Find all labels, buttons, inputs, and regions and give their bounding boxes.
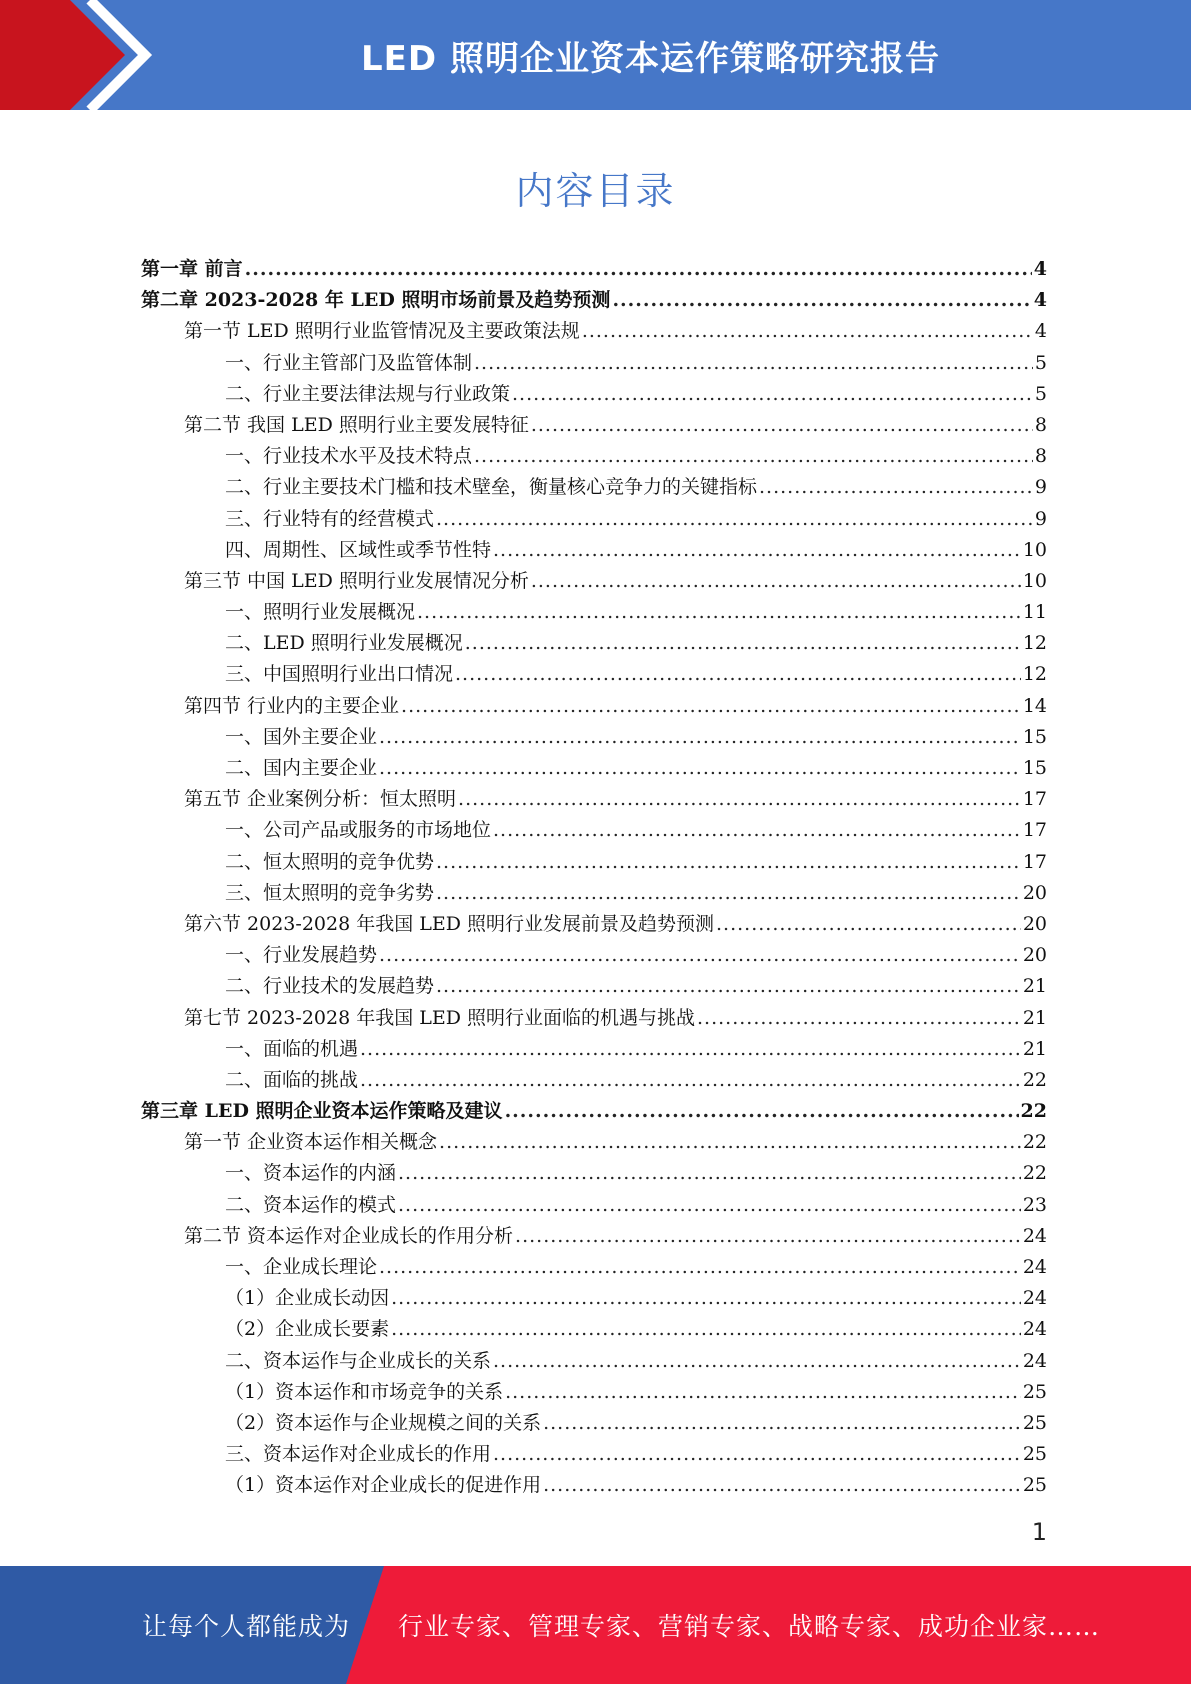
toc-entry-label: 一、企业成长理论 bbox=[225, 1256, 378, 1278]
toc-entry[interactable] bbox=[141, 1034, 1047, 1065]
toc-entry-page: 14 bbox=[1022, 694, 1047, 717]
toc-entry-page: 25 bbox=[1022, 1474, 1047, 1497]
toc-leader-dots bbox=[436, 847, 1021, 878]
toc-entry-page: 22 bbox=[1022, 1068, 1047, 1091]
toc-entry[interactable] bbox=[141, 254, 1047, 285]
toc-entry[interactable] bbox=[141, 815, 1047, 846]
toc-entry-label: 三、中国照明行业出口情况 bbox=[225, 663, 454, 686]
toc-leader-dots bbox=[398, 1190, 1021, 1221]
toc-entry[interactable] bbox=[141, 971, 1047, 1002]
toc-leader-dots bbox=[391, 1314, 1021, 1345]
toc-entry[interactable] bbox=[141, 784, 1047, 815]
toc-entry-label: 一、行业主管部门及监管体制 bbox=[225, 351, 473, 374]
toc-leader-dots bbox=[379, 1252, 1021, 1283]
toc-entry[interactable] bbox=[141, 753, 1047, 784]
toc-leader-dots bbox=[474, 441, 1033, 472]
toc-entry[interactable] bbox=[141, 1190, 1047, 1221]
toc-entry-label: （1）企业成长动因 bbox=[225, 1287, 390, 1310]
toc-entry[interactable] bbox=[141, 504, 1047, 535]
toc-leader-dots bbox=[493, 815, 1021, 846]
toc-entry-page: 23 bbox=[1022, 1193, 1047, 1216]
toc-entry[interactable] bbox=[141, 1346, 1047, 1377]
toc-entry-page: 4 bbox=[1034, 320, 1047, 343]
toc-entry[interactable] bbox=[141, 1158, 1047, 1189]
toc-leader-dots bbox=[436, 878, 1021, 909]
toc-entry-label: 二、行业主要技术门槛和技术壁垒，衡量核心竞争力的关键指标 bbox=[225, 476, 758, 499]
toc-entry-label: 第二章 2023-2028 年 LED 照明市场前景及趋势预测 bbox=[141, 289, 611, 312]
toc-leader-dots bbox=[759, 472, 1033, 503]
toc-entry-label: 四、周期性、区域性或季节性特 bbox=[225, 538, 492, 561]
toc-entry-label: 第三节 中国 LED 照明行业发展情况分析 bbox=[184, 569, 529, 592]
toc-entry[interactable] bbox=[141, 1470, 1047, 1501]
toc-entry-page: 5 bbox=[1034, 351, 1047, 374]
toc-entry[interactable] bbox=[141, 410, 1047, 441]
toc-entry-label: 第一节 企业资本运作相关概念 bbox=[184, 1131, 438, 1154]
toc-entry-label: （2）企业成长要素 bbox=[225, 1318, 390, 1341]
toc-entry-page: 17 bbox=[1022, 788, 1047, 811]
footer-slogan-right: 行业专家、管理专家、营销专家、战略专家、成功企业家…… bbox=[398, 1612, 1101, 1641]
toc-entry-page: 22 bbox=[1022, 1162, 1047, 1185]
toc-entry[interactable] bbox=[141, 597, 1047, 628]
toc-entry-page: 4 bbox=[1033, 289, 1047, 312]
toc-entry[interactable] bbox=[141, 722, 1047, 753]
toc-entry-label: 一、公司产品或服务的市场地位 bbox=[225, 819, 492, 842]
toc-entry-page: 24 bbox=[1022, 1318, 1047, 1341]
toc-leader-dots bbox=[436, 504, 1033, 535]
toc-entry[interactable] bbox=[141, 1221, 1047, 1252]
toc-entry[interactable] bbox=[141, 566, 1047, 597]
footer-banner bbox=[0, 1566, 1191, 1684]
toc-entry[interactable] bbox=[141, 691, 1047, 722]
toc-entry-page: 17 bbox=[1022, 819, 1047, 842]
toc-entry-label: 一、照明行业发展概况 bbox=[225, 601, 416, 624]
toc-entry[interactable] bbox=[141, 1439, 1047, 1470]
toc-leader-dots bbox=[697, 1003, 1021, 1034]
toc-entry-label: 二、资本运作与企业成长的关系 bbox=[225, 1349, 492, 1372]
toc-entry-label: 第三章 LED 照明企业资本运作策略及建议 bbox=[141, 1100, 503, 1123]
toc-entry[interactable] bbox=[141, 316, 1047, 347]
toc-heading: 内容目录 bbox=[515, 169, 676, 213]
toc-entry[interactable] bbox=[141, 472, 1047, 503]
toc-entry-page: 9 bbox=[1034, 507, 1047, 530]
toc-leader-dots bbox=[245, 254, 1032, 285]
toc-entry-page: 21 bbox=[1022, 1037, 1047, 1060]
toc-leader-dots bbox=[401, 691, 1021, 722]
toc-entry-label: 第二节 我国 LED 照明行业主要发展特征 bbox=[184, 413, 529, 436]
toc-leader-dots bbox=[474, 348, 1033, 379]
toc-entry-page: 12 bbox=[1022, 663, 1047, 686]
toc-entry-label: 二、面临的挑战 bbox=[225, 1068, 359, 1091]
toc-entry-page: 24 bbox=[1022, 1224, 1047, 1247]
toc-leader-dots bbox=[505, 1377, 1021, 1408]
toc-entry-page: 10 bbox=[1022, 569, 1047, 592]
toc-entry-label: 第一章 前言 bbox=[141, 258, 243, 280]
toc-entry-label: （2）资本运作与企业规模之间的关系 bbox=[225, 1411, 542, 1434]
toc-entry-label: 第四节 行业内的主要企业 bbox=[184, 694, 400, 717]
toc-leader-dots bbox=[716, 909, 1021, 940]
toc-leader-dots bbox=[379, 753, 1021, 784]
toc-entry-label: 第六节 2023-2028 年我国 LED 照明行业发展前景及趋势预测 bbox=[184, 912, 715, 935]
toc-entry-label: 二、LED 照明行业发展概况 bbox=[225, 632, 463, 655]
toc-leader-dots bbox=[465, 628, 1021, 659]
toc-entry-page: 12 bbox=[1022, 632, 1047, 655]
toc-entry-page: 22 bbox=[1022, 1131, 1047, 1154]
toc-leader-dots bbox=[360, 1065, 1021, 1096]
toc-entry-label: 二、行业技术的发展趋势 bbox=[225, 975, 435, 998]
toc-entry-page: 20 bbox=[1022, 881, 1047, 904]
toc-leader-dots bbox=[455, 659, 1021, 690]
toc-entry[interactable] bbox=[141, 847, 1047, 878]
table-of-contents bbox=[141, 254, 1047, 1502]
toc-entry-label: 三、行业特有的经营模式 bbox=[225, 507, 435, 530]
toc-leader-dots bbox=[417, 597, 1021, 628]
toc-entry-page: 21 bbox=[1022, 975, 1047, 998]
toc-entry-page: 25 bbox=[1022, 1443, 1047, 1466]
toc-entry[interactable] bbox=[141, 940, 1047, 971]
toc-leader-dots bbox=[391, 1283, 1021, 1314]
toc-entry-label: 一、面临的机遇 bbox=[225, 1037, 359, 1060]
toc-entry[interactable] bbox=[141, 628, 1047, 659]
toc-leader-dots bbox=[493, 535, 1021, 566]
toc-leader-dots bbox=[515, 1221, 1021, 1252]
toc-entry-page: 22 bbox=[1020, 1100, 1047, 1123]
toc-entry-label: 三、资本运作对企业成长的作用 bbox=[225, 1443, 492, 1466]
toc-entry-page: 20 bbox=[1022, 912, 1047, 935]
toc-entry[interactable] bbox=[141, 285, 1047, 316]
footer-slogan-left: 让每个人都能成为 bbox=[142, 1612, 351, 1641]
toc-leader-dots bbox=[398, 1158, 1021, 1189]
toc-leader-dots bbox=[436, 971, 1021, 1002]
toc-entry-label: 二、恒太照明的竞争优势 bbox=[225, 850, 435, 873]
toc-leader-dots bbox=[439, 1127, 1021, 1158]
toc-entry[interactable] bbox=[141, 1377, 1047, 1408]
toc-entry-label: 一、行业技术水平及技术特点 bbox=[225, 445, 473, 468]
toc-entry-page: 21 bbox=[1022, 1006, 1047, 1029]
toc-entry-label: 一、行业发展趋势 bbox=[225, 944, 378, 967]
toc-leader-dots bbox=[493, 1346, 1021, 1377]
toc-entry-page: 9 bbox=[1034, 476, 1047, 499]
toc-entry-page: 15 bbox=[1022, 757, 1047, 779]
toc-leader-dots bbox=[493, 1439, 1021, 1470]
toc-entry-label: 第一节 LED 照明行业监管情况及主要政策法规 bbox=[184, 320, 580, 343]
toc-entry-page: 17 bbox=[1022, 850, 1047, 873]
toc-entry-page: 4 bbox=[1033, 258, 1047, 280]
toc-leader-dots bbox=[458, 784, 1021, 815]
toc-entry[interactable] bbox=[141, 441, 1047, 472]
toc-entry[interactable] bbox=[141, 1408, 1047, 1439]
toc-entry-label: 第二节 资本运作对企业成长的作用分析 bbox=[184, 1224, 514, 1247]
toc-leader-dots bbox=[543, 1470, 1021, 1501]
toc-entry-page: 8 bbox=[1034, 445, 1047, 468]
toc-leader-dots bbox=[379, 722, 1021, 753]
toc-entry-label: 一、资本运作的内涵 bbox=[225, 1162, 397, 1185]
toc-entry[interactable] bbox=[141, 1283, 1047, 1314]
toc-entry-label: 三、恒太照明的竞争劣势 bbox=[225, 881, 435, 904]
toc-entry[interactable] bbox=[141, 1127, 1047, 1158]
toc-leader-dots bbox=[379, 940, 1021, 971]
toc-entry[interactable] bbox=[141, 535, 1047, 566]
toc-entry[interactable] bbox=[141, 1065, 1047, 1096]
toc-entry-page: 25 bbox=[1022, 1380, 1047, 1403]
toc-entry-label: （1）资本运作对企业成长的促进作用 bbox=[225, 1474, 542, 1497]
toc-entry-page: 10 bbox=[1022, 538, 1047, 561]
toc-entry-page: 15 bbox=[1022, 725, 1047, 748]
toc-entry-label: 第七节 2023-2028 年我国 LED 照明行业面临的机遇与挑战 bbox=[184, 1006, 696, 1029]
toc-entry[interactable] bbox=[141, 878, 1047, 909]
toc-entry-label: 一、国外主要企业 bbox=[225, 725, 378, 748]
toc-entry[interactable] bbox=[141, 379, 1047, 410]
toc-entry-page: 20 bbox=[1022, 944, 1047, 967]
toc-entry-page: 8 bbox=[1034, 413, 1047, 436]
toc-entry[interactable] bbox=[141, 1096, 1047, 1127]
toc-entry-page: 24 bbox=[1022, 1349, 1047, 1372]
page-number: 1 bbox=[1031, 1518, 1047, 1546]
toc-entry-label: 二、行业主要法律法规与行业政策 bbox=[225, 382, 511, 405]
toc-leader-dots bbox=[360, 1034, 1021, 1065]
toc-leader-dots bbox=[505, 1096, 1019, 1127]
toc-entry-label: 二、国内主要企业 bbox=[225, 757, 378, 779]
toc-entry[interactable] bbox=[141, 1003, 1047, 1034]
toc-entry[interactable] bbox=[141, 348, 1047, 379]
toc-entry-label: （1）资本运作和市场竞争的关系 bbox=[225, 1380, 504, 1403]
toc-entry[interactable] bbox=[141, 1252, 1047, 1283]
toc-entry[interactable] bbox=[141, 659, 1047, 690]
toc-entry-label: 二、资本运作的模式 bbox=[225, 1193, 397, 1216]
toc-entry-page: 11 bbox=[1022, 601, 1047, 624]
toc-entry-page: 24 bbox=[1022, 1256, 1047, 1278]
toc-leader-dots bbox=[543, 1408, 1021, 1439]
toc-entry-page: 24 bbox=[1022, 1287, 1047, 1310]
toc-entry-label: 第五节 企业案例分析：恒太照明 bbox=[184, 788, 457, 811]
toc-entry[interactable] bbox=[141, 909, 1047, 940]
toc-entry-page: 5 bbox=[1034, 382, 1047, 405]
report-title: LED 照明企业资本运作策略研究报告 bbox=[361, 38, 940, 79]
toc-leader-dots bbox=[582, 316, 1033, 347]
toc-leader-dots bbox=[531, 410, 1033, 441]
toc-entry-page: 25 bbox=[1022, 1411, 1047, 1434]
toc-leader-dots bbox=[512, 379, 1033, 410]
toc-leader-dots bbox=[612, 285, 1031, 316]
toc-entry[interactable] bbox=[141, 1314, 1047, 1345]
toc-leader-dots bbox=[531, 566, 1021, 597]
header-banner bbox=[0, 0, 1191, 110]
